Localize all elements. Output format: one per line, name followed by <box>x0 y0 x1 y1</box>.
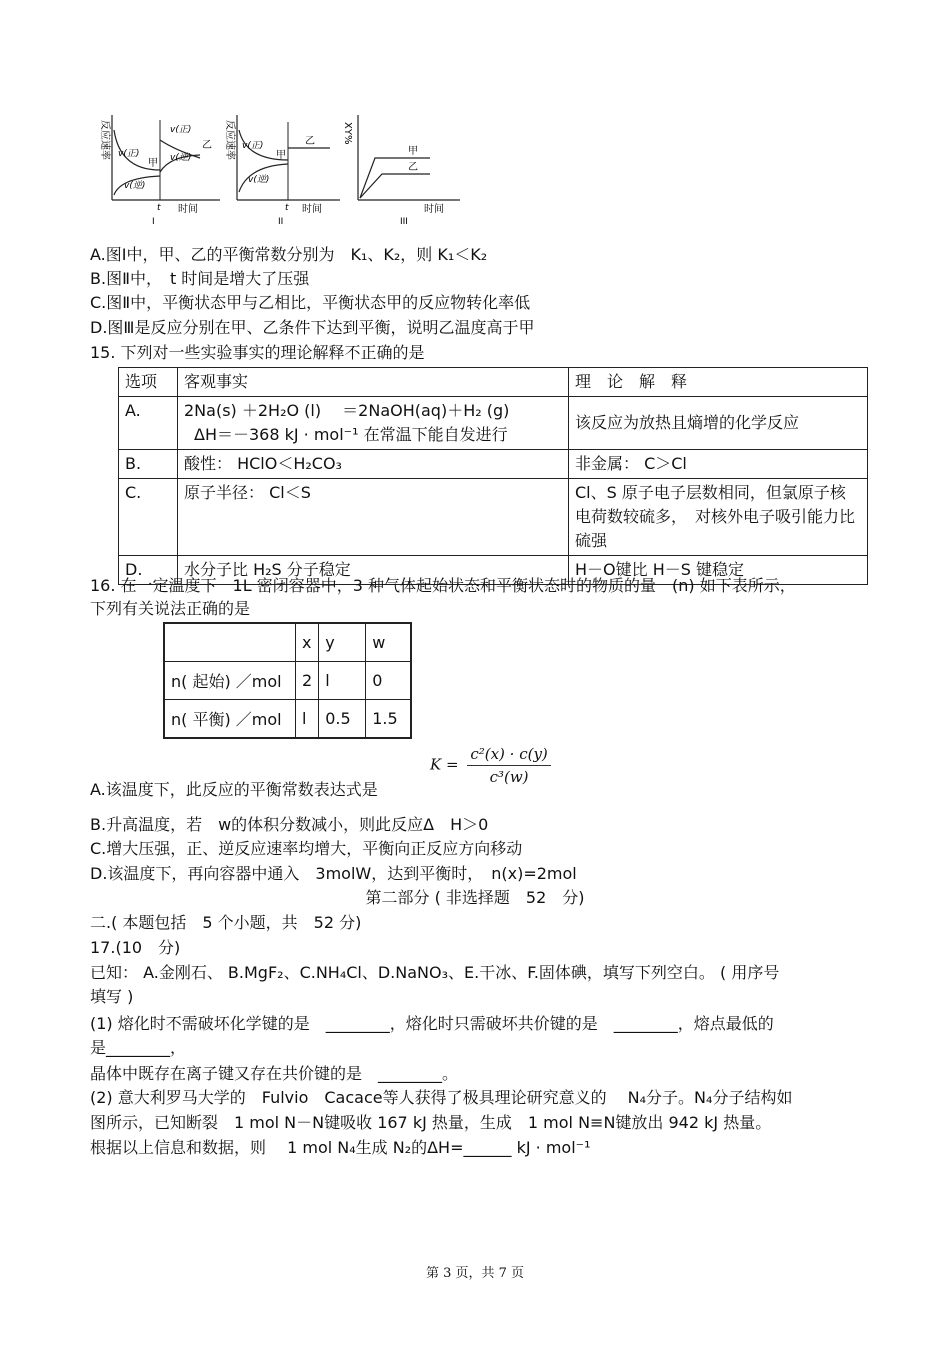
equilibrium-constant-formula <box>430 745 551 786</box>
q16-header-w: w <box>366 623 412 662</box>
header-option: 选项 <box>119 368 178 397</box>
formula-numerator: c²(x) · c(y) <box>467 745 550 766</box>
row-a-option: A. <box>119 397 178 450</box>
table-row <box>164 700 411 739</box>
q16-table <box>163 622 412 739</box>
table-row <box>119 479 868 556</box>
q17-part2-c: 根据以上信息和数据，则 1 mol N₄生成 N₂的ΔH=______ kJ · mol⁻¹ <box>90 1138 591 1157</box>
row-d-fact: 水分子比 H₂S 分子稳定 <box>178 556 569 585</box>
formula-denominator: c³(w) <box>489 768 529 786</box>
q17-known-2: 填写 ) <box>90 987 134 1006</box>
graph-1-xlabel: 时间 <box>178 204 198 215</box>
graph-3-roman: III <box>400 217 408 225</box>
row-a-fact-line2: ΔH＝－368 kJ · mol⁻¹ 在常温下能自发进行 <box>194 425 508 444</box>
row-c-theory: Cl、S 原子电子层数相同，但氯原子核电荷数较硫多， 对核外电子吸引能力比硫强 <box>569 479 868 556</box>
q15-stem: 15. 下列对一些实验事实的理论解释不正确的是 <box>90 343 425 362</box>
q16-option-b: B.升高温度，若 w的体积分数减小，则此反应Δ H＞0 <box>90 815 489 834</box>
graph-1-v-reverse-1: v(逆) <box>124 181 146 191</box>
q16-cell: l <box>319 662 366 700</box>
formula-lhs: K = <box>430 755 459 774</box>
row-b-option: B. <box>119 450 178 479</box>
table-row <box>164 662 411 700</box>
formula-fraction <box>467 745 550 786</box>
q16-header-y: y <box>319 623 366 662</box>
q17-part2-b: 图所示，已知断裂 1 mol N－N键吸收 167 kJ 热量，生成 1 mol N≡N键放出 942 kJ 热量。 <box>90 1113 772 1132</box>
graph-2-yi: 乙 <box>305 136 315 147</box>
q16-option-d: D.该温度下，再向容器中通入 3molW，达到平衡时， n(x)=2mol <box>90 864 577 883</box>
page-footer: 第 3 页，共 7 页 <box>425 1266 525 1281</box>
q16-cell: 1.5 <box>366 700 412 739</box>
graph-3 <box>342 115 460 225</box>
q14-option-a: A.图Ⅰ中，甲、乙的平衡常数分别为 K₁、K₂，则 K₁＜K₂ <box>90 245 488 264</box>
q14-option-c: C.图Ⅱ中，平衡状态甲与乙相比，平衡状态甲的反应物转化率低 <box>90 293 531 312</box>
graph-2-ylabel: 反应速率 <box>224 120 235 160</box>
graph-3-ylabel: XY% <box>342 122 353 145</box>
q17-part1-b: 是________， <box>90 1038 187 1057</box>
graph-1-jia: 甲 <box>148 158 158 169</box>
row-b-fact: 酸性： HClO＜H₂CO₃ <box>178 450 569 479</box>
q17-part1-c: 晶体中既存在离子键又存在共价键的是 ________。 <box>90 1064 459 1083</box>
part-2-title: 第二部分 ( 非选择题 52 分) <box>365 888 585 907</box>
graph-1-v-forward-2: v(正) <box>170 125 192 135</box>
header-fact: 客观事实 <box>178 368 569 397</box>
q17-known-1: 已知： A.金刚石、 B.MgF₂、C.NH₄Cl、D.NaNO₃、E.干冰、F.固体碘，填写下列空白。 ( 用序号 <box>90 963 780 982</box>
q16-cell: 2 <box>296 662 319 700</box>
row-d-option: D. <box>119 556 178 585</box>
q16-stem-1: 16. 在一定温度下 1L 密闭容器中，3 种气体起始状态和平衡状态时的物质的量 (n) 如下表所示， <box>90 576 796 595</box>
graph-1 <box>99 115 220 225</box>
table-row <box>119 450 868 479</box>
graph-1-t: t <box>157 203 161 213</box>
graph-1-ylabel: 反应速率 <box>99 120 110 160</box>
q14-option-b: B.图Ⅱ中， t 时间是增大了压强 <box>90 269 310 288</box>
graph-1-roman: I <box>152 217 155 225</box>
q17-part2-a: (2) 意大利罗马大学的 Fulvio Cacace等人获得了极具理论研究意义的 N₄分子。N₄分子结构如 <box>90 1088 793 1107</box>
row-d-theory: H－O键比 H－S 键稳定 <box>569 556 868 585</box>
q17-part1-a: (1) 熔化时不需破坏化学键的是 ________，熔化时只需破坏共价键的是 ________，熔点最低的 <box>90 1014 774 1033</box>
row-b-theory: 非金属： C＞Cl <box>569 450 868 479</box>
table-row <box>119 397 868 450</box>
q16-header-blank <box>164 623 296 662</box>
q16-header-x: x <box>296 623 319 662</box>
q16-option-a: A.该温度下，此反应的平衡常数表达式是 <box>90 780 378 799</box>
q16-cell: n( 起始) ／mol <box>164 662 296 700</box>
q16-stem-2: 下列有关说法正确的是 <box>90 599 251 618</box>
graph-1-v-reverse-2: v(逆) <box>170 153 192 163</box>
row-a-theory: 该反应为放热且熵增的化学反应 <box>569 397 868 450</box>
part-2-intro: 二.( 本题包括 5 个小题，共 52 分) <box>90 913 362 932</box>
q16-option-c: C.增大压强，正、逆反应速率均增大，平衡向正反应方向移动 <box>90 839 523 858</box>
q16-cell: 0 <box>366 662 412 700</box>
row-a-fact-line1: 2Na(s) ＋2H₂O (l) ＝2NaOH(aq)＋H₂ (g) <box>184 401 510 420</box>
q15-table <box>118 367 868 585</box>
row-a-fact <box>178 397 569 450</box>
rate-graphs-figure <box>90 110 470 225</box>
q16-cell: 0.5 <box>319 700 366 739</box>
graph-2-roman: II <box>278 217 284 225</box>
q16-cell: l <box>296 700 319 739</box>
graph-2-xlabel: 时间 <box>302 204 322 215</box>
graph-3-yi: 乙 <box>408 162 418 173</box>
row-c-option: C. <box>119 479 178 556</box>
q17-head: 17.(10 分) <box>90 938 181 957</box>
q16-cell: n( 平衡) ／mol <box>164 700 296 739</box>
graph-2-v-forward: v(正) <box>242 141 264 151</box>
table-header-row <box>164 623 411 662</box>
graph-3-jia: 甲 <box>408 146 418 157</box>
graph-1-yi: 乙 <box>202 140 212 151</box>
table-header-row <box>119 368 868 397</box>
graph-2-jia: 甲 <box>276 150 286 161</box>
graph-2 <box>224 115 340 225</box>
graph-2-v-reverse: v(逆) <box>248 175 270 185</box>
row-c-fact: 原子半径： Cl＜S <box>178 479 569 556</box>
q14-option-d: D.图Ⅲ是反应分别在甲、乙条件下达到平衡，说明乙温度高于甲 <box>90 318 535 337</box>
graph-1-v-forward-1: v(正) <box>118 149 140 159</box>
graph-3-xlabel: 时间 <box>424 204 444 215</box>
graph-2-t: t <box>285 203 289 213</box>
header-theory: 理 论 解 释 <box>569 368 868 397</box>
